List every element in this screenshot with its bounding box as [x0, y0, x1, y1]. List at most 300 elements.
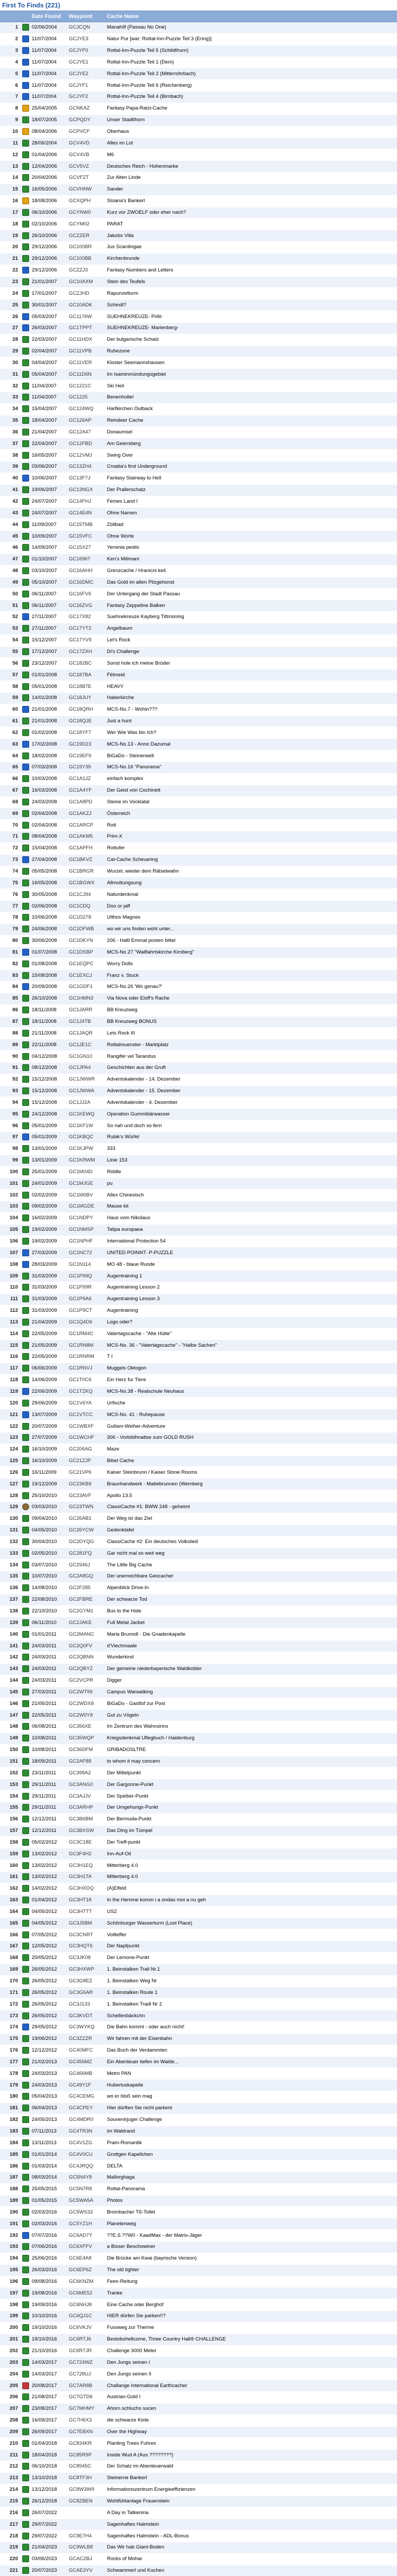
cache-name-link[interactable]: Oberhaus — [106, 126, 397, 138]
waypoint-link[interactable]: GC1P99R — [68, 1282, 106, 1293]
cache-name-link[interactable]: Grenzcache / Hranicni keš — [106, 565, 397, 577]
waypoint-link[interactable]: GC2W0Y8 — [68, 1710, 106, 1721]
cache-name-link[interactable]: pu — [106, 1178, 397, 1190]
waypoint-link[interactable]: GC1GN10 — [68, 1051, 106, 1063]
waypoint-link[interactable]: GC23KB9 — [68, 1479, 106, 1490]
cache-name-link[interactable]: ClassiCache #2: Ein deutsches Volkslied — [106, 1536, 397, 1548]
waypoint-link[interactable]: GC1KJPW — [68, 1143, 106, 1155]
cache-name-link[interactable]: MCS-No.13 - Anno Dazumal — [106, 739, 397, 750]
cache-name-link[interactable]: Manahilf (Passau No One) — [106, 22, 397, 34]
cache-name-link[interactable]: Haus vom Nikolaus — [106, 1212, 397, 1224]
waypoint-link[interactable]: GC356XE — [68, 1721, 106, 1733]
cache-name-link[interactable]: die schwarze Kiste — [106, 2415, 397, 2426]
cache-name-link[interactable]: SUEHNEKREUZE- Marienberg- — [106, 322, 397, 334]
waypoint-link[interactable]: GC11D6N — [68, 369, 106, 380]
waypoint-link[interactable]: GC10AXM — [68, 276, 106, 288]
cache-name-link[interactable]: Der Schatz im Abenteuerwald — [106, 2461, 397, 2473]
waypoint-link[interactable]: GC12VMJ — [68, 450, 106, 461]
waypoint-link[interactable]: GC7EBXN — [68, 2426, 106, 2438]
cache-name-link[interactable]: Challange International Earthcacher — [106, 2380, 397, 2392]
cache-name-link[interactable]: Der unerreichbare Geocacher — [106, 1571, 397, 1583]
cache-name-link[interactable]: Challenge 3000 Meter — [106, 2345, 397, 2357]
cache-name-link[interactable]: Allmuttungsung — [106, 877, 397, 889]
cache-name-link[interactable]: Jakobs Villa — [106, 230, 397, 242]
cache-name-link[interactable]: MCS-No.26 'Wo genau?' — [106, 982, 397, 993]
cache-name-link[interactable]: Over the Highway — [106, 2426, 397, 2438]
waypoint-link[interactable]: GC5N7R8 — [68, 2183, 106, 2195]
waypoint-link[interactable]: GC1DSBP — [68, 947, 106, 958]
waypoint-link[interactable]: GC1V6YA — [68, 1398, 106, 1409]
cache-name-link[interactable]: Wunderkind — [106, 1652, 397, 1663]
waypoint-link[interactable]: GC6NHJ8 — [68, 2299, 106, 2311]
cache-name-link[interactable]: Sander — [106, 184, 397, 195]
cache-name-link[interactable]: ??E.S.??W0 - KaadMax - der Matrix-Jäger — [106, 2230, 397, 2242]
cache-name-link[interactable]: Schindl? — [106, 300, 397, 311]
cache-name-link[interactable]: wo er bloß sein mag — [106, 2091, 397, 2103]
waypoint-link[interactable]: GC1EQPC — [68, 958, 106, 970]
cache-name-link[interactable]: International Protection 54 — [106, 1236, 397, 1247]
waypoint-link[interactable] — [68, 2507, 106, 2519]
cache-name-link[interactable]: Fantasy Numbers and Letters — [106, 265, 397, 276]
waypoint-link[interactable]: GC728UJ — [68, 2369, 106, 2380]
cache-name-link[interactable]: Naturdenkmal — [106, 889, 397, 901]
cache-name-link[interactable]: Talipa europaea — [106, 1224, 397, 1236]
waypoint-link[interactable]: GCZZER — [68, 230, 106, 242]
cache-name-link[interactable]: 1. Beinstalken Route 1 — [106, 1987, 397, 1999]
waypoint-link[interactable]: GC6KNZM — [68, 2276, 106, 2288]
waypoint-link[interactable]: GC17YV9 — [68, 634, 106, 646]
cache-name-link[interactable]: Planting Trees Fuhres — [106, 2438, 397, 2450]
waypoint-link[interactable]: GC5N4Y8 — [68, 2172, 106, 2183]
cache-name-link[interactable]: Reindeer Cache — [106, 415, 397, 427]
waypoint-link[interactable]: GC16FV6 — [68, 588, 106, 600]
cache-name-link[interactable]: Das Gold im alten Pilzgehonst — [106, 577, 397, 588]
cache-name-link[interactable]: Die Bahn kommt - oder auch nicht! — [106, 2021, 397, 2033]
waypoint-link[interactable]: GCJCQN — [68, 22, 106, 34]
waypoint-link[interactable]: GC6AD7Y — [68, 2230, 106, 2242]
cache-name-link[interactable]: Unser Stadtlhorn — [106, 114, 397, 126]
waypoint-link[interactable]: GCZJHD — [68, 288, 106, 300]
cache-name-link[interactable]: Maze — [106, 1444, 397, 1455]
cache-name-link[interactable]: Augentraining Lesson 2 — [106, 1282, 397, 1293]
cache-name-link[interactable]: BiGaDo - Steinerwelt — [106, 750, 397, 762]
waypoint-link[interactable]: GC1M0BV — [68, 1190, 106, 1201]
waypoint-link[interactable]: GC9E7H4 — [68, 2530, 106, 2542]
waypoint-link[interactable]: GC1AKZJ — [68, 808, 106, 820]
cache-name-link[interactable]: Wir fahren mit der Eisenbahn — [106, 2033, 397, 2045]
waypoint-link[interactable]: GC1KBQC — [68, 1132, 106, 1144]
cache-name-link[interactable]: a Bisser Beschowiner — [106, 2242, 397, 2253]
waypoint-link[interactable]: GC1NDPY — [68, 1212, 106, 1224]
cache-name-link[interactable]: Brombacher Tß-Tollet — [106, 2207, 397, 2218]
cache-name-link[interactable]: 306 - Vorbildhnatlse zum GOLD RUSH — [106, 1432, 397, 1444]
cache-name-link[interactable]: Kloster Seemannshausen — [106, 357, 397, 369]
waypoint-link[interactable]: GCJYF0 — [68, 45, 106, 57]
cache-name-link[interactable]: Rottal-Inn-Puzzle Teil 4 (Birnbach) — [106, 92, 397, 103]
waypoint-link[interactable]: GC4V1ZG — [68, 2137, 106, 2149]
waypoint-link[interactable]: GCNKAZ — [68, 103, 106, 114]
waypoint-link[interactable]: GC1JPA4 — [68, 1062, 106, 1074]
cache-name-link[interactable]: UNITED POINNT- P-PUZZLE — [106, 1247, 397, 1259]
cache-name-link[interactable]: Ohne Namen — [106, 507, 397, 519]
waypoint-link[interactable]: GC2QBNN — [68, 1652, 106, 1663]
waypoint-link[interactable]: GC14FHJ — [68, 496, 106, 507]
waypoint-link[interactable]: GC126AP — [68, 415, 106, 427]
waypoint-link[interactable]: GC1RNRM — [68, 1352, 106, 1363]
cache-name-link[interactable]: Rangifer vel Tarandus — [106, 1051, 397, 1063]
cache-name-link[interactable]: Das Wir hab Giant-Boden — [106, 2542, 397, 2553]
cache-name-link[interactable]: BB Kreuzweg — [106, 1004, 397, 1016]
cache-name-link[interactable]: Informationszentrum Energieeffizienzen — [106, 2484, 397, 2496]
cache-name-link[interactable]: 333 — [106, 1143, 397, 1155]
cache-name-link[interactable]: Rottal-Inn-Puzzle Teil 6 (Reichenberg) — [106, 80, 397, 92]
waypoint-link[interactable]: GC9WLB8 — [68, 2542, 106, 2553]
cache-name-link[interactable]: Ohne Worte — [106, 531, 397, 542]
waypoint-link[interactable]: GC1176W — [68, 311, 106, 323]
waypoint-link[interactable]: GC4CEMG — [68, 2091, 106, 2103]
cache-name-link[interactable]: Benenholtel — [106, 392, 397, 404]
waypoint-link[interactable]: GC3J133 — [68, 1999, 106, 2010]
waypoint-link[interactable]: GC281FQ — [68, 1548, 106, 1559]
waypoint-link[interactable] — [68, 2519, 106, 2530]
cache-name-link[interactable]: Franz v. Stuck — [106, 970, 397, 982]
waypoint-link[interactable]: GC16ZVG — [68, 600, 106, 612]
waypoint-link[interactable]: GC1RM4C — [68, 1328, 106, 1340]
waypoint-link[interactable]: GC2QBYZ — [68, 1663, 106, 1675]
waypoint-link[interactable]: GC1J4TB — [68, 1016, 106, 1028]
cache-name-link[interactable]: Croatia's first Underground — [106, 461, 397, 473]
waypoint-link[interactable]: GC1A8PD — [68, 796, 106, 808]
cache-name-link[interactable]: Der Geist von Cochinett — [106, 785, 397, 796]
waypoint-link[interactable]: GC3JK08 — [68, 1952, 106, 1964]
cache-name-link[interactable]: Ulthos Magnes — [106, 912, 397, 923]
waypoint-link[interactable]: GC1HMN3 — [68, 993, 106, 1004]
waypoint-link[interactable]: GC1JAQR — [68, 1028, 106, 1039]
cache-name-link[interactable]: The Little Big Cache — [106, 1559, 397, 1571]
waypoint-link[interactable]: GC6ME52 — [68, 2288, 106, 2299]
waypoint-link[interactable]: GC1GDF1 — [68, 982, 106, 993]
waypoint-link[interactable]: GCYM02 — [68, 219, 106, 230]
cache-name-link[interactable]: GRIBADOSLTRE — [106, 1744, 397, 1756]
cache-name-link[interactable]: Bestobohellcome, Three Country Hall® CHALLENGE — [106, 2334, 397, 2345]
waypoint-link[interactable]: GCJYF1 — [68, 80, 106, 92]
waypoint-link[interactable]: GC8W3W9 — [68, 2484, 106, 2496]
waypoint-link[interactable]: GC4CPEY — [68, 2102, 106, 2114]
waypoint-link[interactable]: GC3F4H2 — [68, 1848, 106, 1860]
waypoint-link[interactable]: GC2JAKE — [68, 1617, 106, 1629]
cache-name-link[interactable]: Vollteffer — [106, 1929, 397, 1941]
waypoint-link[interactable]: GCYNW0 — [68, 207, 106, 219]
waypoint-link[interactable]: GC17YT2 — [68, 623, 106, 634]
cache-name-link[interactable]: Hier dürften Sie nicht parkent — [106, 2102, 397, 2114]
waypoint-link[interactable]: GC124WQ — [68, 403, 106, 415]
waypoint-link[interactable]: GC187BA — [68, 669, 106, 681]
waypoint-link[interactable]: GC1TZKQ — [68, 1386, 106, 1398]
waypoint-link[interactable]: GC1CDQ — [68, 901, 106, 912]
cache-name-link[interactable]: Der Bermuda-Punkt — [106, 1813, 397, 1825]
waypoint-link[interactable]: GC1BKVZ — [68, 854, 106, 866]
cache-name-link[interactable]: BiGaDo - Gastfof zur Post — [106, 1698, 397, 1710]
cache-name-link[interactable]: Adventskalender - 14. Dezember — [106, 1074, 397, 1085]
cache-name-link[interactable]: Der Napfpunkt — [106, 1941, 397, 1953]
waypoint-link[interactable]: GC1P99Q — [68, 1271, 106, 1282]
cache-name-link[interactable]: MCS-No.38 - Realschule Neuhaus — [106, 1386, 397, 1398]
cache-name-link[interactable]: US2 — [106, 1906, 397, 1918]
cache-name-link[interactable]: Kaiser Steinbrunn / Kaiser Stone Rooms — [106, 1467, 397, 1479]
cache-name-link[interactable]: Rott — [106, 820, 397, 831]
waypoint-link[interactable]: GC26AB1 — [68, 1513, 106, 1525]
waypoint-link[interactable]: GC1MGDE — [68, 1201, 106, 1213]
cache-name-link[interactable]: Suehnekreuze Kayberg Tittmoning — [106, 612, 397, 623]
waypoint-link[interactable]: GC2Q0FV — [68, 1640, 106, 1652]
waypoint-link[interactable]: GC8ZBEN — [68, 2496, 106, 2507]
cache-name-link[interactable]: Schwammerl und Kuchen — [106, 2565, 397, 2576]
cache-name-link[interactable]: HIER dürfen Sie parken!!? — [106, 2311, 397, 2323]
waypoint-link[interactable]: GC1A4YF — [68, 785, 106, 796]
waypoint-link[interactable]: GC13ZH4 — [68, 461, 106, 473]
waypoint-link[interactable]: GC3H1EQ — [68, 1860, 106, 1872]
cache-name-link[interactable]: Der Weg ist das Ziel — [106, 1513, 397, 1525]
cache-name-link[interactable]: Alles im Lot — [106, 138, 397, 149]
cache-name-link[interactable]: Félmeid — [106, 669, 397, 681]
cache-name-link[interactable]: Souvenirjuger Challenge — [106, 2114, 397, 2126]
waypoint-link[interactable]: GC1M04D — [68, 1166, 106, 1178]
cache-name-link[interactable]: MCS-No. 41 - Ruhepause — [106, 1409, 397, 1421]
waypoint-link[interactable]: GCJYE1 — [68, 57, 106, 68]
waypoint-link[interactable]: GCVFZT — [68, 172, 106, 184]
cache-name-link[interactable]: Femes Land I — [106, 496, 397, 507]
cache-name-link[interactable]: Yersinia pestis — [106, 542, 397, 554]
cache-name-link[interactable]: Natur Pur [war: Rottal-Inn-Puzzle Teil 3 (Ering)] — [106, 33, 397, 45]
waypoint-link[interactable]: GC3HTTT — [68, 1906, 106, 1918]
cache-name-link[interactable]: Der Gargonne-Punkt — [106, 1779, 397, 1791]
cache-name-link[interactable]: MCS-No.7 - Wohin??? — [106, 704, 397, 715]
waypoint-link[interactable]: GC17ZXH — [68, 646, 106, 658]
cache-name-link[interactable]: Rottal-Panorama — [106, 2183, 397, 2195]
cache-name-link[interactable]: Inn-Auf-Oil — [106, 1848, 397, 1860]
cache-name-link[interactable]: Der Umgehungs-Punkt — [106, 1802, 397, 1813]
cache-name-link[interactable]: Jus Scardingae — [106, 242, 397, 253]
cache-name-link[interactable]: Ken's Milimani — [106, 554, 397, 565]
waypoint-link[interactable]: GC1JE1C — [68, 1039, 106, 1051]
cache-name-link[interactable]: (A)Elfeld — [106, 1883, 397, 1894]
cache-name-link[interactable]: A Day in Tatkenina — [106, 2507, 397, 2519]
waypoint-link[interactable]: GC6VKJV — [68, 2322, 106, 2334]
cache-name-link[interactable]: Den Jungs seinen I — [106, 2357, 397, 2369]
waypoint-link[interactable]: GC1WCHF — [68, 1432, 106, 1444]
waypoint-link[interactable]: GC2WT99 — [68, 1686, 106, 1698]
waypoint-link[interactable]: GC2A8GQ — [68, 1571, 106, 1583]
cache-name-link[interactable]: Der schwarze Tod — [106, 1594, 397, 1606]
cache-name-link[interactable]: T I — [106, 1352, 397, 1363]
waypoint-link[interactable]: GCV4VD — [68, 138, 106, 149]
cache-name-link[interactable]: PARAT — [106, 219, 397, 230]
waypoint-link[interactable]: GCXQPH — [68, 195, 106, 207]
waypoint-link[interactable]: GC1NPHF — [68, 1236, 106, 1247]
waypoint-link[interactable]: GC100BB — [68, 253, 106, 265]
cache-name-link[interactable]: Sagenhaftes Halmstein — [106, 2519, 397, 2530]
waypoint-link[interactable]: GC8945C — [68, 2461, 106, 2473]
waypoint-link[interactable]: GC1JWWR — [68, 1074, 106, 1085]
cache-name-link[interactable]: Alles Chinesisch — [106, 1190, 397, 1201]
cache-name-link[interactable]: Augentraining — [106, 1305, 397, 1317]
cache-name-link[interactable]: Schellenbäckchn — [106, 2010, 397, 2022]
cache-name-link[interactable]: Steine im Vocklatal — [106, 796, 397, 808]
waypoint-link[interactable]: GC2946J — [68, 1559, 106, 1571]
cache-name-link[interactable]: 1. Beinstalken Tradl Nr 2 — [106, 1999, 397, 2010]
cache-name-link[interactable]: Just a hunt — [106, 715, 397, 727]
cache-name-link[interactable]: 1. Beinstalken Weg Nr — [106, 1975, 397, 1987]
cache-name-link[interactable]: Geschichten aus der Gruft — [106, 1062, 397, 1074]
waypoint-link[interactable]: GC3WYKQ — [68, 2021, 106, 2033]
waypoint-link[interactable]: GC14E4N — [68, 507, 106, 519]
cache-name-link[interactable]: Rocks of Mohar — [106, 2553, 397, 2565]
waypoint-link[interactable]: GCV5VZ — [68, 161, 106, 173]
waypoint-link[interactable]: GC466MB — [68, 2068, 106, 2080]
cache-name-link[interactable]: MCS-No. 36 - "Vatertagscache" - "Halbe Sachen" — [106, 1340, 397, 1352]
waypoint-link[interactable]: GC2F285 — [68, 1582, 106, 1594]
cache-name-link[interactable]: Rottufer — [106, 842, 397, 854]
waypoint-link[interactable]: GC456MZ — [68, 2056, 106, 2068]
cache-name-link[interactable]: Mitterberg 4.0 — [106, 1860, 397, 1872]
cache-name-link[interactable]: Der Lemone-Punkt — [106, 1952, 397, 1964]
cache-name-link[interactable]: Ski Heil — [106, 380, 397, 392]
cache-name-link[interactable]: Muggels Oktogon — [106, 1363, 397, 1374]
cache-name-link[interactable]: Der Mittelpunkt — [106, 1767, 397, 1779]
waypoint-link[interactable]: GC3H1TA — [68, 1872, 106, 1883]
cache-name-link[interactable]: Eine Cache oder Berghof — [106, 2299, 397, 2311]
waypoint-link[interactable]: GC4MDR0 — [68, 2114, 106, 2126]
waypoint-link[interactable]: GC7H6X3 — [68, 2415, 106, 2426]
cache-name-link[interactable]: Mitterberg 4.0 — [106, 1872, 397, 1883]
cache-name-link[interactable]: Bibel Cache — [106, 1455, 397, 1467]
cache-name-link[interactable]: Metro PAN — [106, 2068, 397, 2080]
waypoint-link[interactable]: GC5WA5A — [68, 2195, 106, 2207]
waypoint-link[interactable]: GCPVCF — [68, 126, 106, 138]
cache-name-link[interactable]: Stoana's Bankerl — [106, 195, 397, 207]
cache-name-link[interactable]: HEAVY — [106, 681, 397, 693]
waypoint-link[interactable]: GC398A2 — [68, 1767, 106, 1779]
cache-name-link[interactable]: Austrian-Gold I — [106, 2391, 397, 2403]
cache-name-link[interactable]: Via Nova oder Eloff's Rache — [106, 993, 397, 1004]
waypoint-link[interactable]: GC12A47 — [68, 427, 106, 438]
waypoint-link[interactable]: GC15VFC — [68, 531, 106, 542]
waypoint-link[interactable]: GC6E4A8 — [68, 2253, 106, 2264]
cache-name-link[interactable]: 206 - Haltl Emmal posten bittel — [106, 935, 397, 947]
waypoint-link[interactable]: GC21VP6 — [68, 1467, 106, 1479]
waypoint-link[interactable]: GC1VTCC — [68, 1409, 106, 1421]
cache-name-link[interactable]: einfach komplex — [106, 773, 397, 785]
waypoint-link[interactable]: GC1225 — [68, 392, 106, 404]
waypoint-link[interactable]: GC13F7J — [68, 473, 106, 484]
waypoint-link[interactable]: GC18YF7 — [68, 727, 106, 739]
cache-name-link[interactable]: Zölibad — [106, 519, 397, 531]
waypoint-link[interactable]: GC19EF9 — [68, 750, 106, 762]
waypoint-link[interactable]: GC1P9A6 — [68, 1293, 106, 1305]
waypoint-link[interactable]: GC7MHMY — [68, 2403, 106, 2415]
waypoint-link[interactable]: GC10ADK — [68, 300, 106, 311]
cache-name-link[interactable]: Fantasy Papa-Ratzi-Cache — [106, 103, 397, 114]
waypoint-link[interactable]: GC1BRGR — [68, 866, 106, 877]
waypoint-link[interactable]: GCJYE3 — [68, 33, 106, 45]
cache-name-link[interactable]: Operation Gummibärwasser — [106, 1109, 397, 1120]
waypoint-link[interactable]: GC1A1JZ — [68, 773, 106, 785]
cache-name-link[interactable]: Der Untergang der Stadt Passau — [106, 588, 397, 600]
waypoint-link[interactable]: GC19Y39 — [68, 762, 106, 774]
waypoint-link[interactable]: GCVHNW — [68, 184, 106, 195]
cache-name-link[interactable]: Vatertagscache - "Alte Hütte" — [106, 1328, 397, 1340]
waypoint-link[interactable]: GCAE3YV — [68, 2565, 106, 2576]
waypoint-link[interactable]: GC1T0C6 — [68, 1374, 106, 1386]
waypoint-link[interactable]: GC206AG — [68, 1444, 106, 1455]
cache-name-link[interactable]: Gut zu Vögeln — [106, 1710, 397, 1721]
cache-name-link[interactable]: Cat-Cache Scheuering — [106, 854, 397, 866]
cache-name-link[interactable]: Fussweg zur Therme — [106, 2322, 397, 2334]
waypoint-link[interactable]: GC6XFFV — [68, 2242, 106, 2253]
waypoint-link[interactable]: GC1CJ94 — [68, 889, 106, 901]
waypoint-link[interactable]: GC2AF88 — [68, 1756, 106, 1767]
waypoint-link[interactable]: GC2VCPR — [68, 1675, 106, 1686]
cache-name-link[interactable]: Augentraining 1 — [106, 1271, 397, 1282]
cache-name-link[interactable]: Rubik's Würfel — [106, 1132, 397, 1144]
cache-name-link[interactable]: Worry Dolls — [106, 958, 397, 970]
waypoint-link[interactable]: GC4V0CU — [68, 2149, 106, 2161]
cache-name-link[interactable]: Alpenblick Drive-In — [106, 1582, 397, 1594]
cache-name-link[interactable]: Feen-Reitung — [106, 2276, 397, 2288]
cache-name-link[interactable]: Kurz vor ZWOELF oder eher nach? — [106, 207, 397, 219]
waypoint-link[interactable]: GC21ZJP — [68, 1455, 106, 1467]
waypoint-link[interactable]: GCZZJ3 — [68, 265, 106, 276]
waypoint-link[interactable]: GC3HT18 — [68, 1894, 106, 1906]
cache-name-link[interactable]: Die Brücke am Kwai (bayrische Version) — [106, 2253, 397, 2264]
cache-name-link[interactable]: Digger — [106, 1675, 397, 1686]
cache-name-link[interactable]: Photos — [106, 2195, 397, 2207]
waypoint-link[interactable]: GC1RN8M — [68, 1340, 106, 1352]
cache-name-link[interactable]: d'Viechmaale — [106, 1640, 397, 1652]
waypoint-link[interactable]: GC8TF3H — [68, 2472, 106, 2484]
waypoint-link[interactable]: GC11VER — [68, 357, 106, 369]
cache-name-link[interactable]: Gar nicht mal so weit weg — [106, 1548, 397, 1559]
waypoint-link[interactable]: GC4JRQQ — [68, 2161, 106, 2172]
waypoint-link[interactable]: GCAC2BJ — [68, 2553, 106, 2565]
cache-name-link[interactable]: Apollo 13.5 — [106, 1490, 397, 1502]
cache-name-link[interactable]: Österreich — [106, 808, 397, 820]
waypoint-link[interactable]: GC3CNRT — [68, 1929, 106, 1941]
waypoint-link[interactable]: GC1KF1W — [68, 1120, 106, 1132]
cache-name-link[interactable]: Grottgen Kapellchen — [106, 2149, 397, 2161]
cache-name-link[interactable]: BB Kreuzweg BONUS — [106, 1016, 397, 1028]
waypoint-link[interactable]: GC2WDX8 — [68, 1698, 106, 1710]
waypoint-link[interactable]: GC11HDX — [68, 334, 106, 346]
waypoint-link[interactable]: GC6RTJ6 — [68, 2334, 106, 2345]
cache-name-link[interactable]: Linie 153 — [106, 1155, 397, 1166]
cache-name-link[interactable]: Full Metal Jacket — [106, 1617, 397, 1629]
cache-name-link[interactable]: Das Ding im Tümpel — [106, 1825, 397, 1837]
waypoint-link[interactable]: GC85R9P — [68, 2450, 106, 2461]
cache-name-link[interactable]: 1. Beinstalken Trail Nr.1 — [106, 1964, 397, 1975]
waypoint-link[interactable]: GC834KR — [68, 2438, 106, 2450]
waypoint-link[interactable]: GC7AR8B — [68, 2380, 106, 2392]
cache-name-link[interactable]: Der Prallerschatz — [106, 484, 397, 496]
cache-name-link[interactable]: Haberkirche — [106, 692, 397, 704]
waypoint-link[interactable]: GC3ARHP — [68, 1802, 106, 1813]
cache-name-link[interactable]: Bus to the Hole — [106, 1606, 397, 1617]
cache-name-link[interactable]: Prim-X — [106, 831, 397, 843]
waypoint-link[interactable]: GC5YZ1H — [68, 2218, 106, 2230]
cache-name-link[interactable]: Der Speiber-Punkt — [106, 1791, 397, 1802]
cache-name-link[interactable]: Rottalmuenster - Marktplatz — [106, 1039, 397, 1051]
waypoint-link[interactable]: GC6R7JR — [68, 2345, 106, 2357]
